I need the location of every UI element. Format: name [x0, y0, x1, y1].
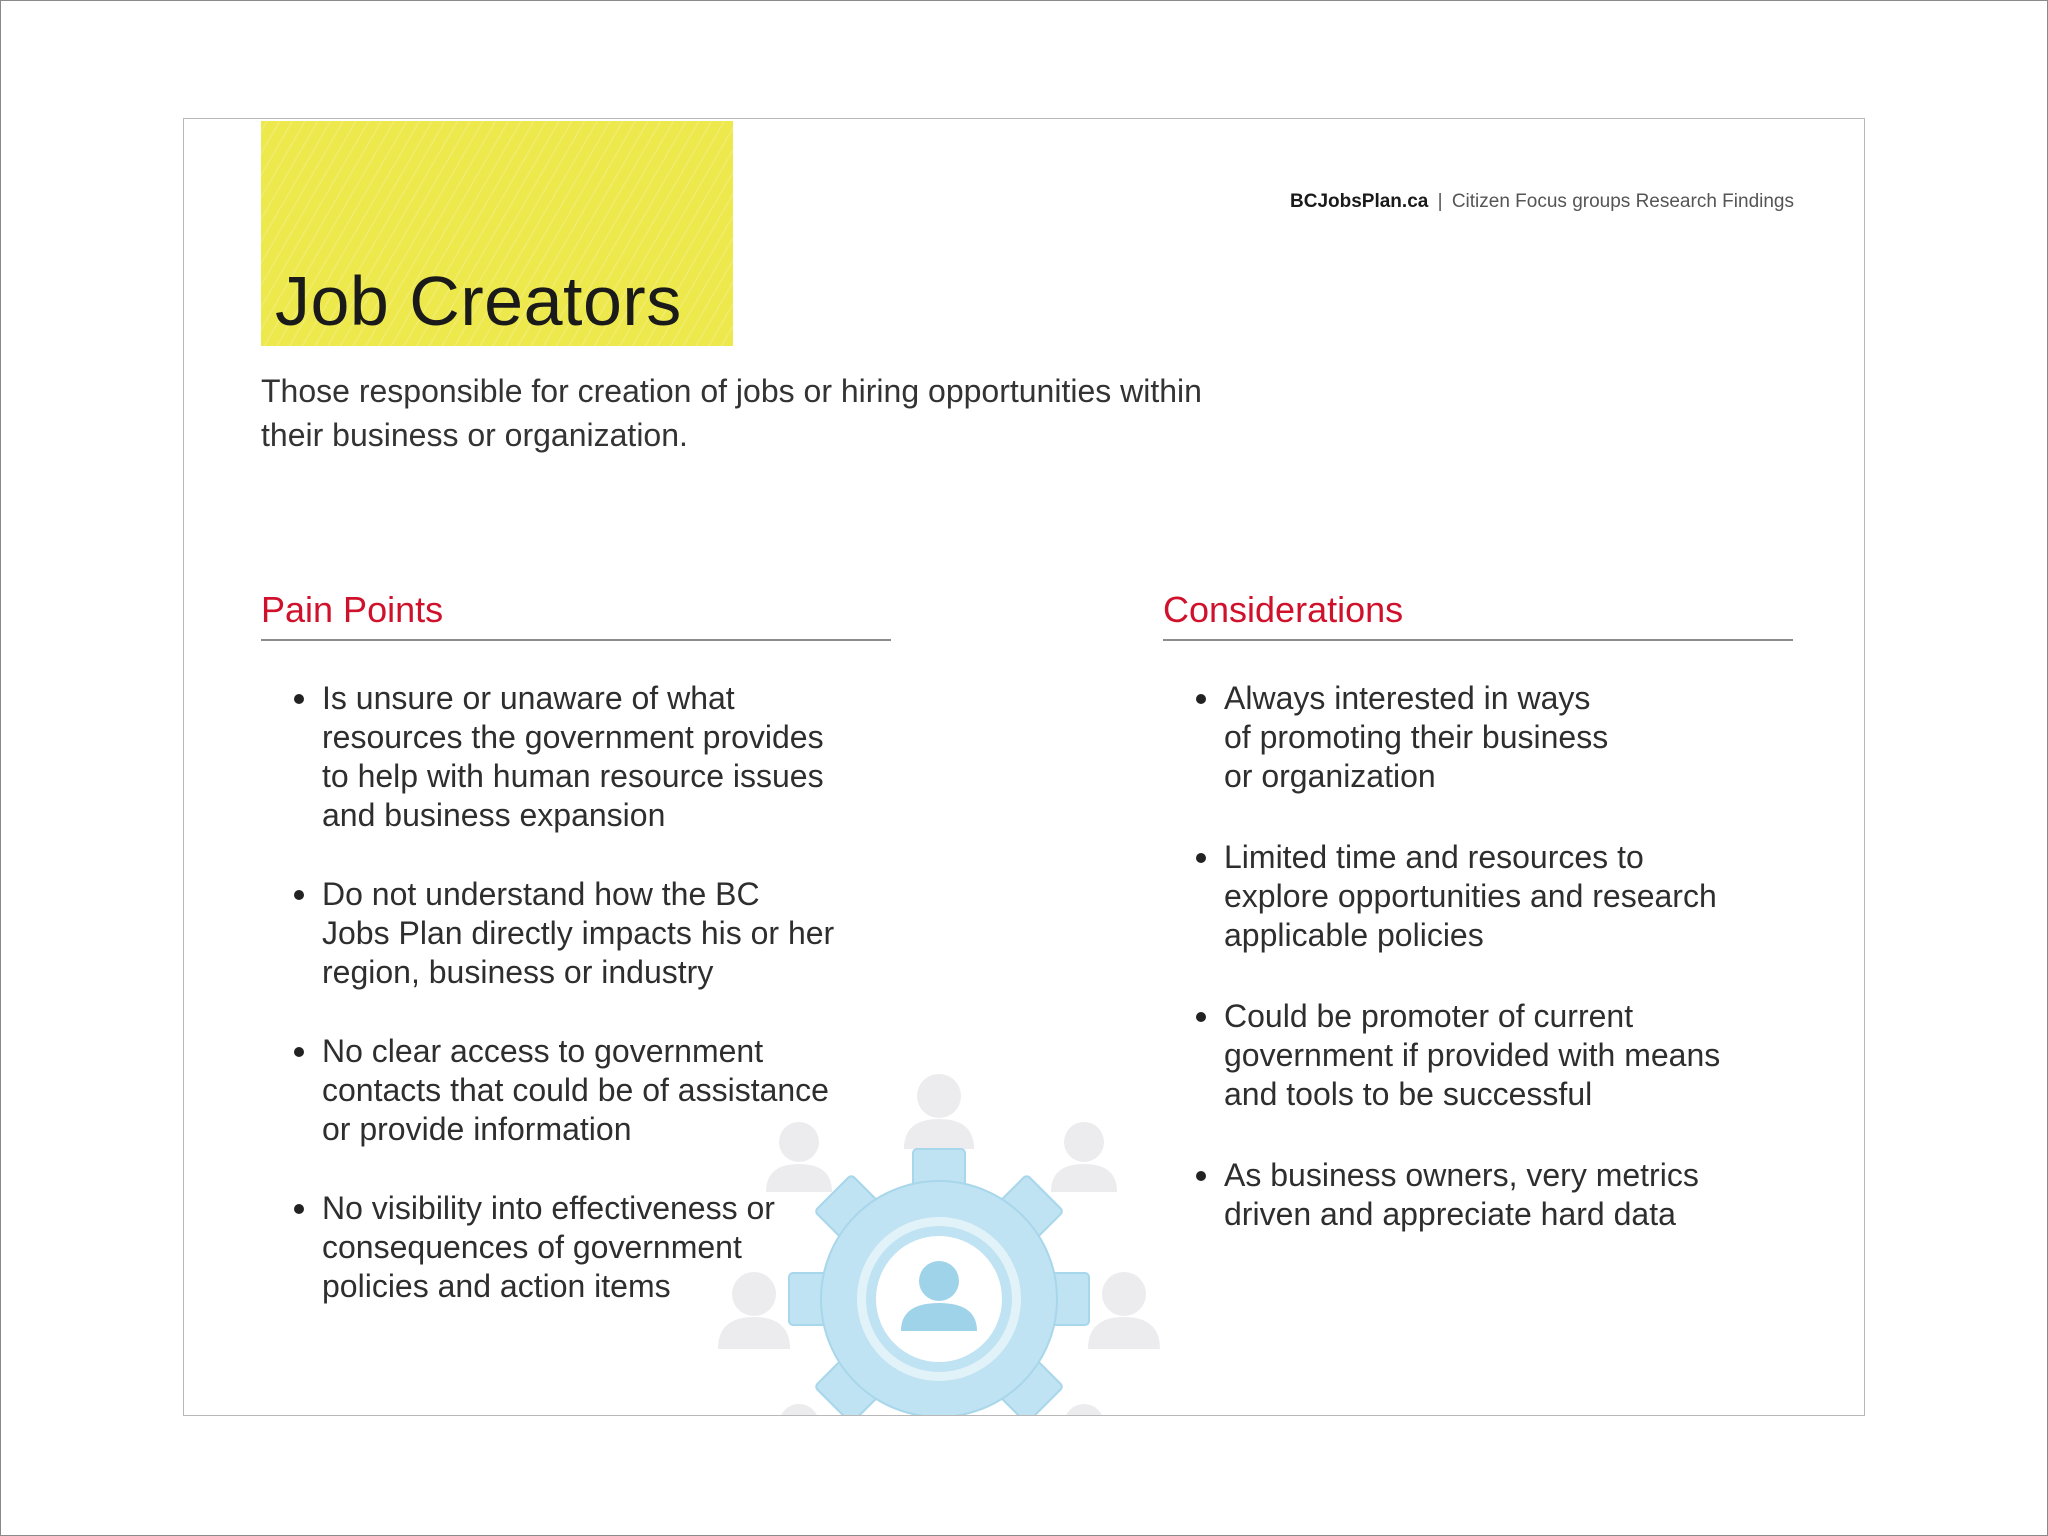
list-item: [1196, 838, 1793, 955]
considerations-list: [1163, 679, 1793, 1234]
bullet-line: explore opportunities and research: [1224, 878, 1717, 914]
bullet-line: and tools to be successful: [1224, 1076, 1593, 1112]
bullet-line: resources the government provides: [322, 719, 824, 755]
bullet-line: to help with human resource issues: [322, 758, 824, 794]
bullet-line: Do not understand how the BC: [322, 876, 760, 912]
list-item: [1196, 997, 1793, 1114]
bullet-line: policies and action items: [322, 1268, 671, 1304]
bullet-line: of promoting their business: [1224, 719, 1609, 755]
list-item: [294, 1032, 891, 1149]
bullet-line: government if provided with means: [1224, 1037, 1721, 1073]
considerations-section: [1163, 589, 1793, 1276]
bullet-line: As business owners, very metrics: [1224, 1157, 1699, 1193]
list-item: [1196, 679, 1793, 796]
slide: [183, 118, 1865, 1416]
bullet-line: consequences of government: [322, 1229, 742, 1265]
brand-name: BCJobsPlan.ca: [1290, 191, 1429, 212]
pain-points-list: [261, 679, 891, 1306]
list-item: [1196, 1156, 1793, 1234]
bullet-line: applicable policies: [1224, 917, 1484, 953]
header-brand: [1290, 191, 1794, 213]
bullet-line: driven and appreciate hard data: [1224, 1196, 1676, 1232]
bullet-line: contacts that could be of assistance: [322, 1072, 829, 1108]
bullet-line: No clear access to government: [322, 1033, 764, 1069]
bullet-line: Limited time and resources to: [1224, 839, 1644, 875]
title-block: [261, 121, 733, 346]
page-title: Job Creators: [275, 262, 682, 340]
intro-line: Those responsible for creation of jobs or hiring opportunities within: [261, 373, 1202, 409]
list-item: [294, 875, 891, 992]
bullet-line: Jobs Plan directly impacts his or her: [322, 915, 835, 951]
pain-points-heading: Pain Points: [261, 589, 891, 641]
bullet-line: or provide information: [322, 1111, 632, 1147]
bullet-line: or organization: [1224, 758, 1436, 794]
brand-separator: |: [1437, 191, 1443, 212]
bullet-line: and business expansion: [322, 797, 666, 833]
bullet-line: Could be promoter of current: [1224, 998, 1634, 1034]
bullet-line: region, business or industry: [322, 954, 714, 990]
brand-subtitle: Citizen Focus groups Research Findings: [1451, 191, 1794, 212]
considerations-heading: Considerations: [1163, 589, 1793, 641]
list-item: [294, 1189, 891, 1306]
bullet-line: Is unsure or unaware of what: [322, 680, 735, 716]
list-item: [294, 679, 891, 835]
bullet-line: Always interested in ways: [1224, 680, 1591, 716]
pain-points-section: [261, 589, 891, 1346]
bullet-line: No visibility into effectiveness or: [322, 1190, 775, 1226]
intro-line: their business or organization.: [261, 417, 688, 453]
intro-text: [261, 369, 1321, 457]
